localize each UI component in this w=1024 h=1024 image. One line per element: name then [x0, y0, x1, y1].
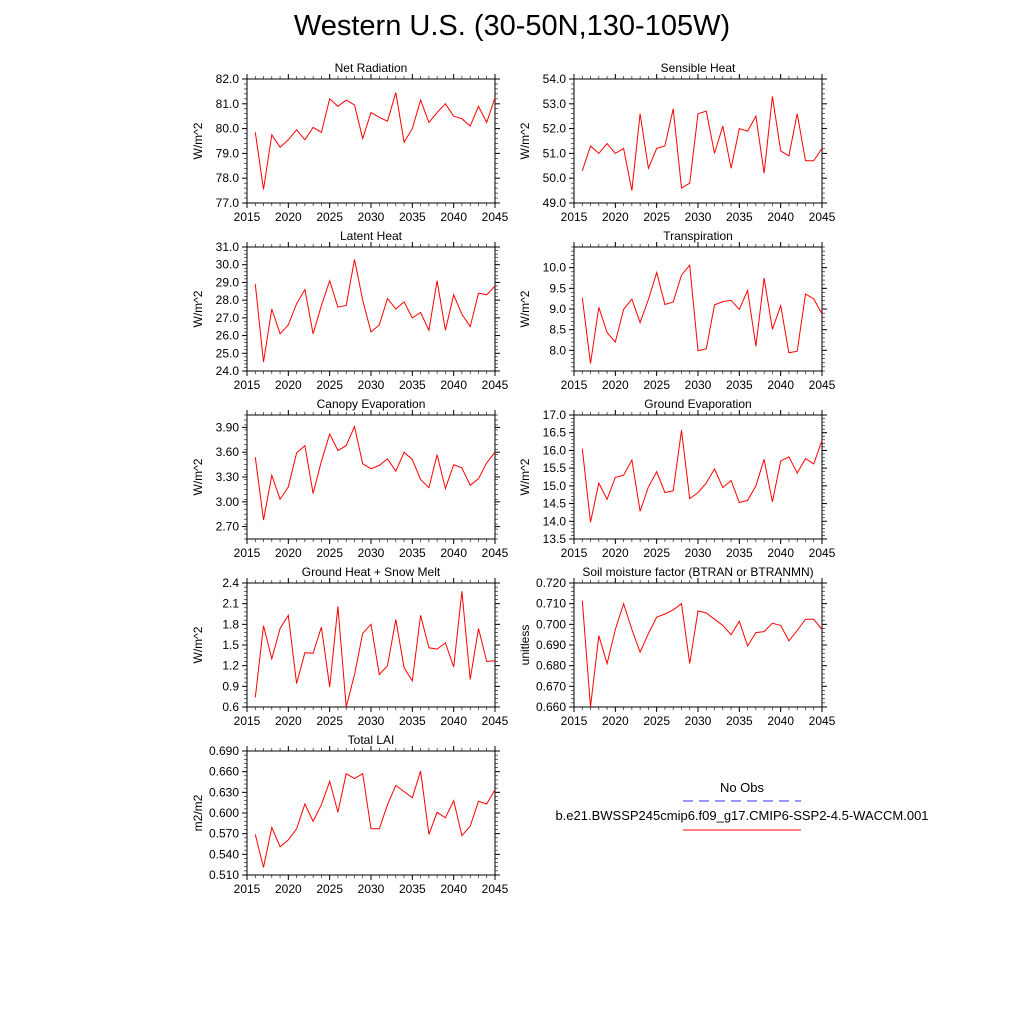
plot-frame	[247, 583, 495, 707]
y-tick-label: 8.5	[549, 322, 566, 337]
x-tick-label: 2030	[357, 546, 385, 560]
x-tick-label: 2045	[808, 210, 836, 224]
x-tick-label: 2035	[725, 210, 753, 224]
y-tick-label: 15.0	[542, 478, 566, 493]
x-tick-label: 2030	[684, 378, 712, 392]
y-tick-label: 0.660	[535, 700, 566, 714]
series-line	[255, 93, 495, 190]
y-tick-label: 2.70	[215, 519, 239, 534]
y-axis-label: W/m^2	[191, 122, 205, 160]
plot-frame	[247, 79, 495, 203]
series-line	[255, 591, 495, 707]
x-tick-label: 2015	[560, 210, 588, 224]
y-tick-label: 29.0	[215, 275, 239, 290]
x-tick-label: 2030	[357, 714, 385, 728]
y-axis-label: W/m^2	[518, 122, 532, 160]
x-tick-label: 2040	[767, 546, 795, 560]
y-tick-label: 0.660	[208, 764, 239, 779]
series-line	[582, 601, 822, 707]
x-tick-label: 2040	[767, 378, 795, 392]
x-tick-label: 2040	[440, 378, 468, 392]
x-tick-label: 2020	[601, 378, 629, 392]
x-tick-label: 2015	[233, 546, 261, 560]
series-line	[582, 430, 822, 522]
y-tick-label: 3.60	[215, 445, 239, 460]
y-tick-label: 25.0	[215, 346, 239, 361]
chart-panel	[191, 229, 509, 392]
y-axis-label: W/m^2	[191, 626, 205, 664]
y-tick-label: 0.600	[208, 806, 239, 820]
plot-frame	[574, 79, 822, 203]
legend	[555, 780, 928, 830]
y-axis-label: W/m^2	[191, 458, 205, 496]
y-tick-label: 30.0	[215, 257, 239, 272]
x-tick-label: 2040	[767, 714, 795, 728]
y-axis-label: m2/m2	[191, 794, 205, 832]
x-tick-label: 2035	[398, 378, 426, 392]
x-tick-label: 2030	[357, 210, 385, 224]
x-tick-label: 2035	[725, 378, 753, 392]
x-tick-label: 2030	[684, 714, 712, 728]
chart-panel	[191, 61, 509, 224]
x-tick-label: 2030	[357, 882, 385, 896]
plot-frame	[574, 415, 822, 539]
y-tick-label: 9.0	[549, 302, 566, 316]
y-tick-label: 16.5	[542, 425, 566, 440]
x-tick-label: 2015	[560, 378, 588, 392]
series-line	[582, 96, 822, 190]
x-tick-label: 2030	[684, 546, 712, 560]
x-tick-label: 2040	[440, 210, 468, 224]
chart-panel	[518, 229, 836, 392]
y-tick-label: 0.710	[535, 596, 566, 611]
panel-title: Latent Heat	[339, 229, 403, 243]
x-tick-label: 2015	[233, 378, 261, 392]
y-tick-label: 1.8	[222, 617, 239, 632]
panel-title: Net Radiation	[334, 61, 408, 75]
y-tick-label: 50.0	[542, 171, 566, 186]
x-tick-label: 2025	[643, 714, 671, 728]
y-tick-label: 0.540	[208, 847, 239, 862]
y-tick-label: 2.1	[222, 596, 239, 611]
x-tick-label: 2025	[643, 546, 671, 560]
y-tick-label: 0.630	[208, 785, 239, 800]
y-axis-label: W/m^2	[518, 458, 532, 496]
x-tick-label: 2020	[274, 546, 302, 560]
y-tick-label: 54.0	[542, 72, 566, 86]
y-tick-label: 0.570	[208, 826, 239, 841]
y-tick-label: 9.5	[549, 281, 566, 296]
x-tick-label: 2035	[725, 546, 753, 560]
x-tick-label: 2015	[560, 714, 588, 728]
x-tick-label: 2015	[233, 210, 261, 224]
y-tick-label: 0.700	[535, 617, 566, 632]
y-tick-label: 0.510	[208, 868, 239, 882]
y-tick-label: 3.30	[215, 470, 239, 484]
x-tick-label: 2025	[316, 714, 344, 728]
x-tick-label: 2030	[357, 378, 385, 392]
y-tick-label: 24.0	[215, 364, 239, 378]
y-axis-label: unitless	[518, 624, 532, 666]
panel-title: Soil moisture factor (BTRAN or BTRANMN)	[582, 565, 814, 579]
y-tick-label: 3.00	[215, 494, 239, 509]
x-tick-label: 2035	[398, 714, 426, 728]
x-tick-label: 2035	[398, 210, 426, 224]
panel-title: Sensible Heat	[660, 61, 736, 75]
x-tick-label: 2025	[316, 210, 344, 224]
y-tick-label: 2.4	[222, 576, 239, 590]
panel-title: Ground Evaporation	[644, 397, 752, 411]
chart-panel	[518, 397, 836, 560]
y-tick-label: 78.0	[215, 171, 239, 186]
plot-frame	[574, 247, 822, 371]
y-tick-label: 28.0	[215, 293, 239, 308]
x-tick-label: 2020	[601, 546, 629, 560]
y-tick-label: 0.670	[535, 679, 566, 694]
plot-frame	[247, 247, 495, 371]
x-tick-label: 2025	[316, 378, 344, 392]
y-tick-label: 15.5	[542, 461, 566, 476]
x-tick-label: 2040	[767, 210, 795, 224]
x-tick-label: 2015	[233, 882, 261, 896]
x-tick-label: 2045	[481, 882, 509, 896]
y-tick-label: 81.0	[215, 96, 239, 111]
x-tick-label: 2020	[601, 714, 629, 728]
x-tick-label: 2040	[440, 546, 468, 560]
legend-obs-label: No Obs	[719, 780, 765, 795]
y-tick-label: 53.0	[542, 96, 566, 111]
y-tick-label: 80.0	[215, 121, 239, 136]
y-tick-label: 16.0	[542, 443, 566, 458]
x-tick-label: 2025	[316, 882, 344, 896]
y-tick-label: 0.720	[535, 576, 566, 590]
y-tick-label: 77.0	[215, 196, 239, 210]
chart-panel	[191, 397, 509, 560]
y-tick-label: 1.2	[222, 658, 239, 673]
x-tick-label: 2045	[481, 210, 509, 224]
chart-panel	[518, 565, 836, 728]
y-tick-label: 82.0	[215, 72, 239, 86]
y-tick-label: 8.0	[549, 343, 566, 358]
y-tick-label: 1.5	[222, 638, 239, 652]
y-tick-label: 79.0	[215, 146, 239, 161]
x-tick-label: 2020	[274, 210, 302, 224]
y-tick-label: 49.0	[542, 196, 566, 210]
y-tick-label: 0.9	[222, 679, 239, 694]
y-tick-label: 31.0	[215, 240, 239, 254]
x-tick-label: 2020	[274, 882, 302, 896]
plot-frame	[247, 751, 495, 875]
series-line	[255, 427, 495, 520]
x-tick-label: 2020	[274, 714, 302, 728]
panel-title: Total LAI	[347, 733, 395, 747]
y-axis-label: W/m^2	[518, 290, 532, 328]
x-tick-label: 2045	[808, 546, 836, 560]
y-tick-label: 51.0	[542, 146, 566, 161]
x-tick-label: 2045	[481, 378, 509, 392]
x-tick-label: 2035	[398, 546, 426, 560]
series-line	[582, 265, 822, 363]
x-tick-label: 2045	[808, 714, 836, 728]
plot-frame	[247, 415, 495, 539]
x-tick-label: 2025	[643, 210, 671, 224]
x-tick-label: 2015	[233, 714, 261, 728]
y-tick-label: 0.680	[535, 658, 566, 673]
x-tick-label: 2020	[601, 210, 629, 224]
x-tick-label: 2045	[808, 378, 836, 392]
y-tick-label: 17.0	[542, 408, 566, 422]
x-tick-label: 2030	[684, 210, 712, 224]
y-tick-label: 0.690	[535, 638, 566, 652]
chart-panel	[518, 61, 836, 224]
x-tick-label: 2020	[274, 378, 302, 392]
y-axis-label: W/m^2	[191, 290, 205, 328]
y-tick-label: 0.690	[208, 744, 239, 758]
series-line	[255, 259, 495, 362]
figure-title: Western U.S. (30-50N,130-105W)	[293, 10, 731, 42]
y-tick-label: 10.0	[542, 260, 566, 275]
y-tick-label: 13.5	[542, 532, 566, 546]
chart-panel	[191, 733, 509, 896]
y-tick-label: 3.90	[215, 420, 239, 435]
y-tick-label: 27.0	[215, 310, 239, 325]
legend-model-label: b.e21.BWSSP245cmip6.f09_g17.CMIP6-SSP2-4.5-WACCM.001	[555, 808, 929, 823]
x-tick-label: 2035	[725, 714, 753, 728]
panel-title: Ground Heat + Snow Melt	[301, 565, 441, 579]
panel-title: Canopy Evaporation	[316, 397, 426, 411]
x-tick-label: 2045	[481, 714, 509, 728]
x-tick-label: 2040	[440, 882, 468, 896]
x-tick-label: 2025	[643, 378, 671, 392]
y-tick-label: 0.6	[222, 700, 239, 714]
y-tick-label: 14.5	[542, 496, 566, 511]
x-tick-label: 2025	[316, 546, 344, 560]
chart-panel	[191, 565, 509, 728]
y-tick-label: 52.0	[542, 121, 566, 136]
x-tick-label: 2040	[440, 714, 468, 728]
x-tick-label: 2035	[398, 882, 426, 896]
series-line	[255, 771, 495, 867]
x-tick-label: 2015	[560, 546, 588, 560]
x-tick-label: 2045	[481, 546, 509, 560]
panel-title: Transpiration	[663, 229, 733, 243]
y-tick-label: 26.0	[215, 328, 239, 343]
y-tick-label: 14.0	[542, 514, 566, 529]
